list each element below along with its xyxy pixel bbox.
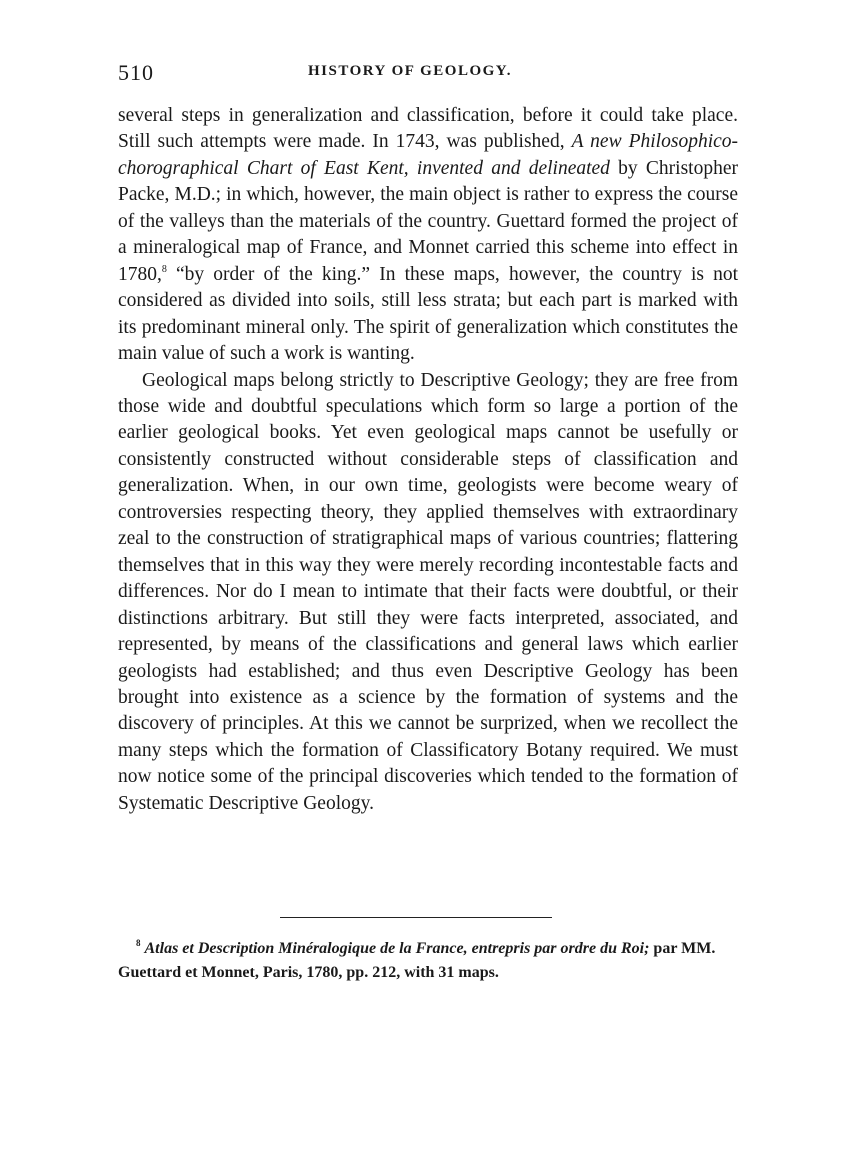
chart-title: A new Philosophico-chorographical Chart of East Kent, invented and delineated [118, 131, 739, 179]
footnote-reference: 8 [161, 263, 167, 275]
body-text [118, 103, 738, 817]
footnote-mark: 8 [136, 938, 141, 948]
paragraph-1-text-2: by Christopher Packe, M.D.; in which, however, the main object is rather to express the course of the valleys than the materials of the country. Guettard formed the project of a mineralogical map of France, and Monnet carried this scheme into effect in 1780, [118, 157, 738, 285]
paragraph-1 [118, 103, 738, 368]
paragraph-1-text-1: several steps in generalization and classification, before it could take place. Still such attempts were made. In 1743, was published, [118, 105, 738, 153]
paragraph-2 [118, 368, 738, 818]
paragraph-2-text: Geological maps belong strictly to Descriptive Geology; they are free from those wide and doubtful speculations which form so large a portion of the earlier geological books. Yet even geological maps cannot be usefully or consistently constructed without considerable steps of classification and generalization. When, in our own time, geologists were become weary of controversies respecting theory, they applied themselves with extraordinary zeal to the construction of stratigraphical maps of various countries; flattering themselves that in this way they were merely recording incontestable facts and differences. Nor do I mean to intimate that their facts were doubtful, or their distinctions arbitrary. But still they were facts interpreted, associated, and represented, by means of the classifications and general laws which earlier geologists had established; and thus even Descriptive Geology has been brought into existence as a science by the formation of systems and the discovery of principles. At this we cannot be surprized, when we recollect the many steps which the formation of Classificatory Botany required. We must now notice some of the principal discoveries which tended to the formation of Systematic Descriptive Geology. [118, 369, 738, 814]
running-head: HISTORY OF GEOLOGY. [308, 63, 512, 79]
page-header [118, 60, 734, 88]
footnote [118, 937, 740, 985]
page-number: 510 [118, 60, 154, 85]
footnote-title: Atlas et Description Minéralogique de la France, entrepris par ordre du Roi; [144, 940, 650, 957]
paragraph-1-text-3: “by order of the king.” In these maps, however, the country is not considered as divided into soils, still less strata; but each part is marked with its predominant mineral only. The spirit of generalization which constitutes the main value of such a work is wanting. [118, 263, 738, 365]
footnote-divider [280, 917, 552, 918]
footnote-text: par MM. Guettard et Monnet, Paris, 1780, pp. 212, with 31 maps. [118, 940, 716, 981]
